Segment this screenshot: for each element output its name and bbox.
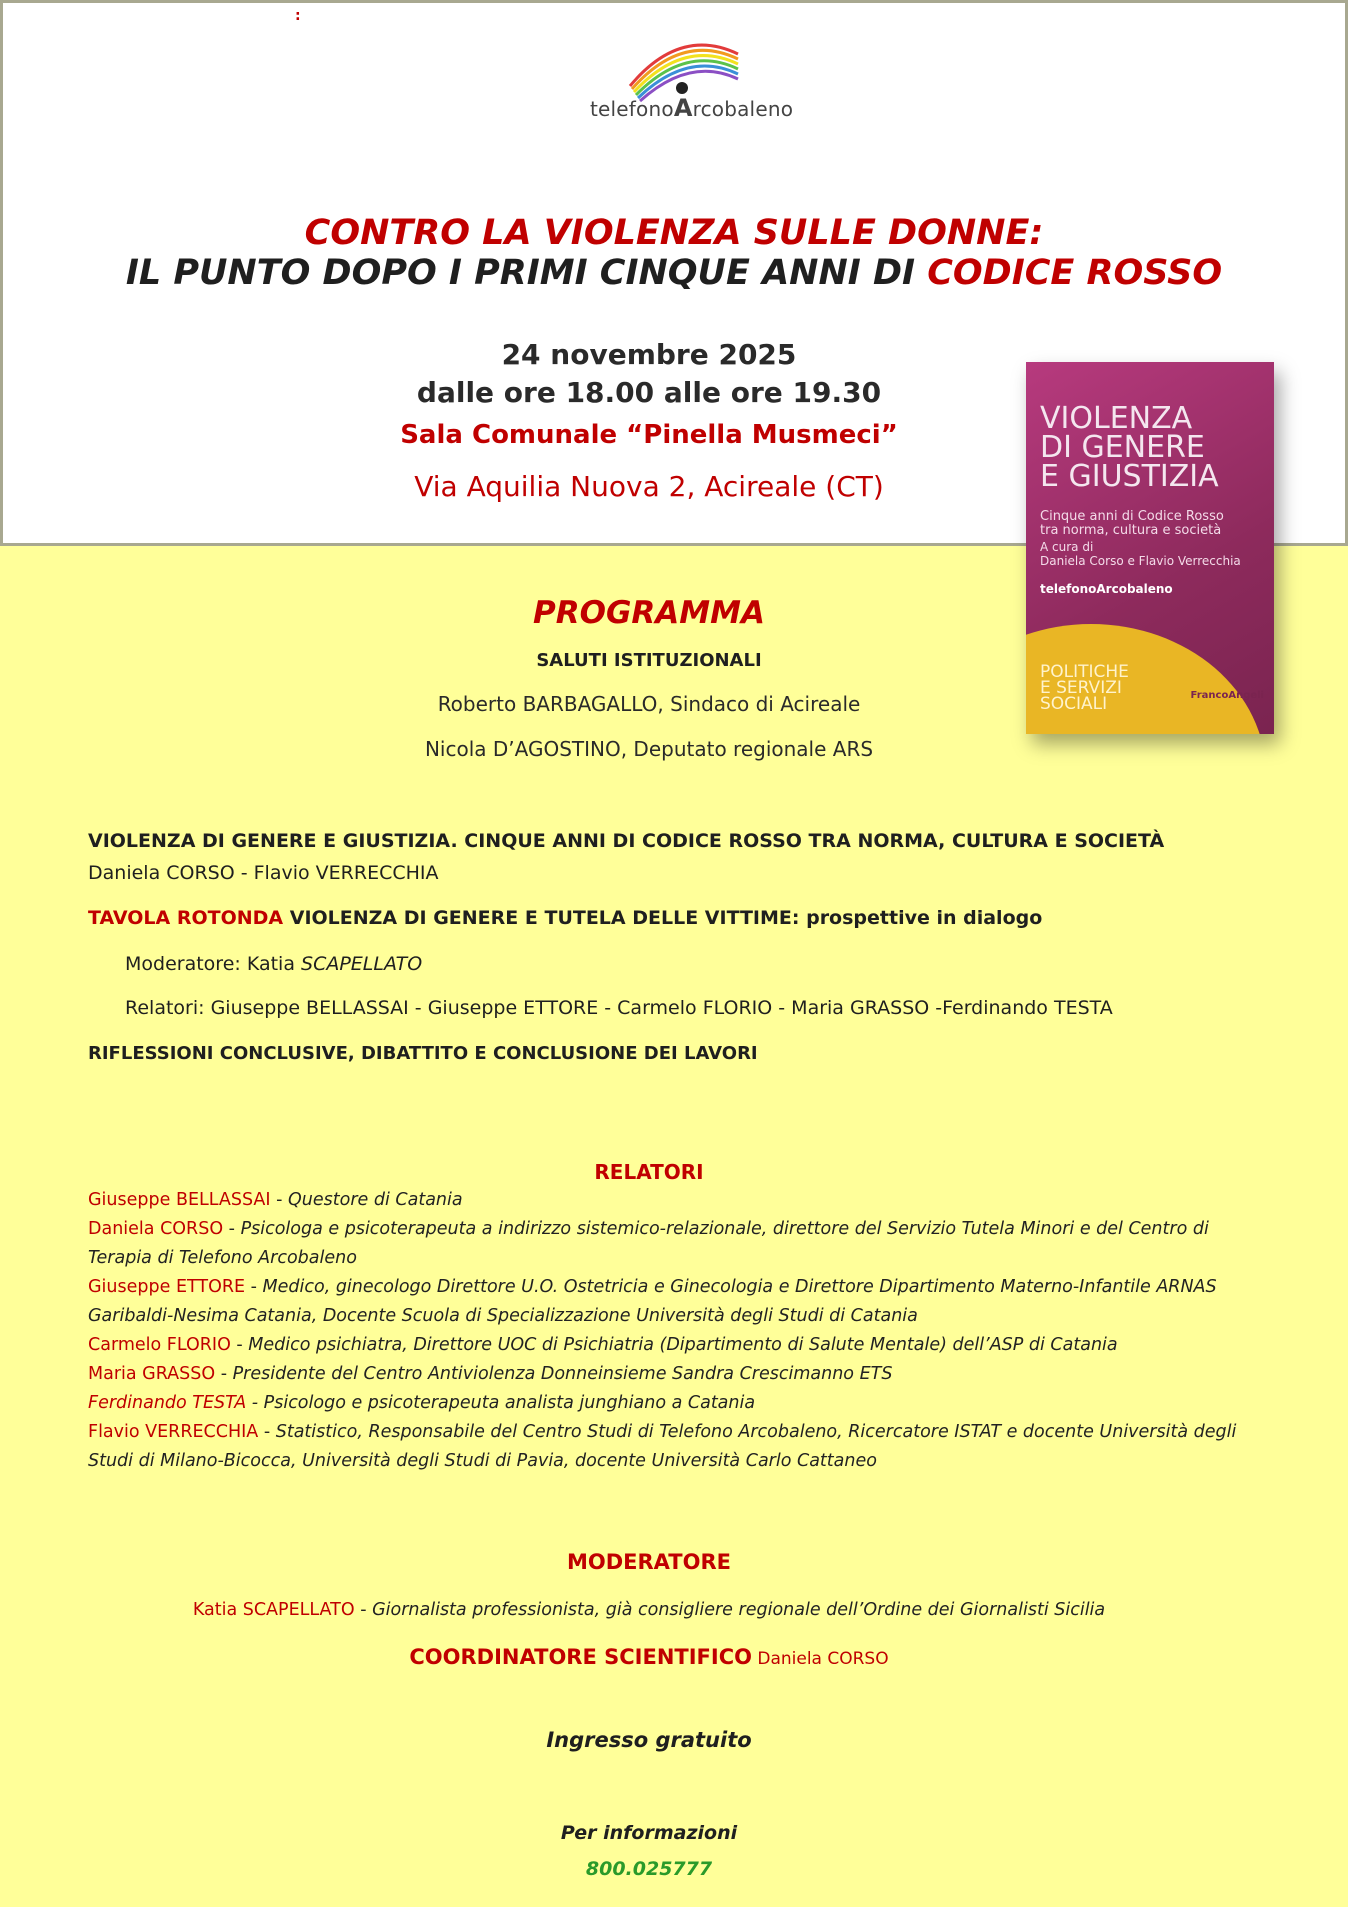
book-subtitle-line: Cinque anni di Codice Rosso <box>1040 509 1224 524</box>
separator: - <box>223 1219 241 1239</box>
book-series-line: POLITICHE <box>1040 662 1129 682</box>
separator: - <box>354 1600 373 1620</box>
tavola-rotonda <box>88 907 1042 929</box>
tavola-title: VIOLENZA DI GENERE E TUTELA DELLE VITTIME: prospettive in dialogo <box>283 907 1043 929</box>
book-editors <box>1040 540 1270 568</box>
coordinatore-name: Daniela CORSO <box>751 1649 889 1669</box>
relatore-name: Flavio VERRECCHIA <box>88 1422 259 1442</box>
relatore-name: Daniela CORSO <box>88 1219 224 1239</box>
relatore-bio <box>88 1215 1268 1273</box>
event-venue: Sala Comunale “Pinella Musmeci” <box>400 420 898 450</box>
event-address: Via Aquilia Nuova 2, Acireale (CT) <box>414 470 884 503</box>
tavola-label: TAVOLA ROTONDA <box>88 907 284 929</box>
talk-authors: Daniela CORSO - Flavio VERRECCHIA <box>88 862 439 884</box>
info-label: Per informazioni <box>560 1822 738 1844</box>
moderatore-label: Moderatore: Katia <box>125 953 302 975</box>
separator: - <box>270 1190 289 1210</box>
relatore-desc: Medico psichiatra, Direttore UOC di Psichiatria (Dipartimento di Salute Mentale) dell’ASP di Catania <box>248 1335 1118 1355</box>
logo-text <box>590 94 794 122</box>
talk-title: VIOLENZA DI GENERE E GIUSTIZIA. CINQUE ANNI DI CODICE ROSSO TRA NORMA, CULTURA E SOCIETÀ <box>88 830 1165 852</box>
moderatore-bio-desc: Giornalista professionista, già consigliere regionale dell’Ordine dei Giornalisti Sicilia <box>372 1600 1106 1620</box>
relatore-name: Ferdinando TESTA <box>88 1393 247 1413</box>
moderatore-name: SCAPELLATO <box>301 953 423 975</box>
programma-title: PROGRAMMA <box>533 595 765 631</box>
relatore-desc: Medico, ginecologo Direttore U.O. Ostetricia e Ginecologia e Direttore Dipartimento Materno-Infantile ARNAS Garibaldi-Nesima Catania, Docente Scuola di Specializzazione Università degli Studi di Catania <box>88 1277 1217 1326</box>
book-title-line: E GIUSTIZIA <box>1040 459 1219 494</box>
relatore-desc: Psicologo e psicoterapeuta analista junghiano a Catania <box>263 1393 756 1413</box>
relatore-bio <box>88 1389 1268 1418</box>
separator: - <box>215 1364 233 1384</box>
relatore-bio <box>88 1418 1268 1476</box>
relatore-desc: Statistico, Responsabile del Centro Studi di Telefono Arcobaleno, Ricercatore ISTAT e docente Università degli Studi di Milano-Bicocca, Università degli Studi di Pavia, docente Università Carlo Cattaneo <box>88 1422 1237 1471</box>
relatore-desc: Presidente del Centro Antiviolenza Donneinsieme Sandra Crescimanno ETS <box>232 1364 893 1384</box>
event-date: 24 novembre 2025 <box>501 338 797 371</box>
saluti-person: Nicola D’AGOSTINO, Deputato regionale ARS <box>424 737 874 761</box>
saluti-heading: SALUTI ISTITUZIONALI <box>536 650 762 671</box>
relatore-name: Carmelo FLORIO <box>88 1335 231 1355</box>
moderatore-heading: MODERATORE <box>566 1550 731 1574</box>
separator: - <box>230 1335 249 1355</box>
book-logo: telefonoArcobaleno <box>1040 582 1173 596</box>
riflessioni: RIFLESSIONI CONCLUSIVE, DIBATTITO E CONCLUSIONE DEI LAVORI <box>88 1043 758 1064</box>
relatore-bio <box>88 1360 1268 1389</box>
relatore-bio <box>88 1331 1268 1360</box>
relatore-name: Giuseppe BELLASSAI <box>88 1190 271 1210</box>
title-line-2-prefix: IL PUNTO DOPO I PRIMI CINQUE ANNI DI <box>125 253 928 293</box>
book-subtitle <box>1040 510 1270 538</box>
event-hours: dalle ore 18.00 alle ore 19.30 <box>416 376 882 409</box>
separator: - <box>245 1277 263 1297</box>
book-cover <box>1026 362 1274 734</box>
logo-text-right: rcobaleno <box>692 97 794 121</box>
book-title-line: VIOLENZA <box>1040 401 1193 436</box>
book-series-line: E SERVIZI <box>1040 678 1122 698</box>
moderatore-line <box>125 953 422 975</box>
separator: - <box>246 1393 264 1413</box>
relatore-name: Giuseppe ETTORE <box>88 1277 246 1297</box>
title-line-2 <box>0 253 1348 293</box>
coordinatore-scientifico <box>0 1645 1323 1669</box>
relatore-name: Maria GRASSO <box>88 1364 216 1384</box>
relatore-bio <box>88 1273 1268 1331</box>
telefono-arcobaleno-logo <box>590 28 794 138</box>
relatori-line: Relatori: Giuseppe BELLASSAI - Giuseppe ETTORE - Carmelo FLORIO - Maria GRASSO -Ferdinando TESTA <box>125 997 1113 1019</box>
book-series-line: SOCIALI <box>1040 694 1108 714</box>
relatore-desc: Questore di Catania <box>288 1190 463 1210</box>
moderatore-bio-name: Katia SCAPELLATO <box>192 1600 355 1620</box>
relatori-heading: RELATORI <box>594 1160 704 1184</box>
logo-text-left: telefono <box>590 97 674 121</box>
relatore-bio <box>88 1186 1268 1215</box>
separator: - <box>258 1422 276 1442</box>
moderatore-bio <box>0 1600 1323 1620</box>
ingresso-gratuito: Ingresso gratuito <box>546 1728 752 1752</box>
book-editors-line: Daniela Corso e Flavio Verrecchia <box>1040 554 1241 568</box>
book-editors-line: A cura di <box>1040 540 1094 554</box>
corner-marker: : <box>295 8 301 24</box>
book-title <box>1040 401 1270 494</box>
book-publisher: FrancoAngeli <box>1190 690 1264 701</box>
coordinatore-label: COORDINATORE SCIENTIFICO <box>409 1645 752 1669</box>
info-phone[interactable]: 800.025777 <box>585 1858 713 1880</box>
title-highlight: CODICE ROSSO <box>927 253 1223 293</box>
relatore-desc: Psicologa e psicoterapeuta a indirizzo sistemico-relazionale, direttore del Servizio Tutela Minori e del Centro di Terapia di Telefono Arcobaleno <box>88 1219 1209 1268</box>
saluti-person: Roberto BARBAGALLO, Sindaco di Acireale <box>437 692 861 716</box>
book-title-line: DI GENERE <box>1040 430 1205 465</box>
book-subtitle-line: tra norma, cultura e società <box>1040 523 1222 538</box>
logo-letter: A <box>673 94 693 122</box>
title-line-1: CONTRO LA VIOLENZA SULLE DONNE: <box>304 213 1044 253</box>
